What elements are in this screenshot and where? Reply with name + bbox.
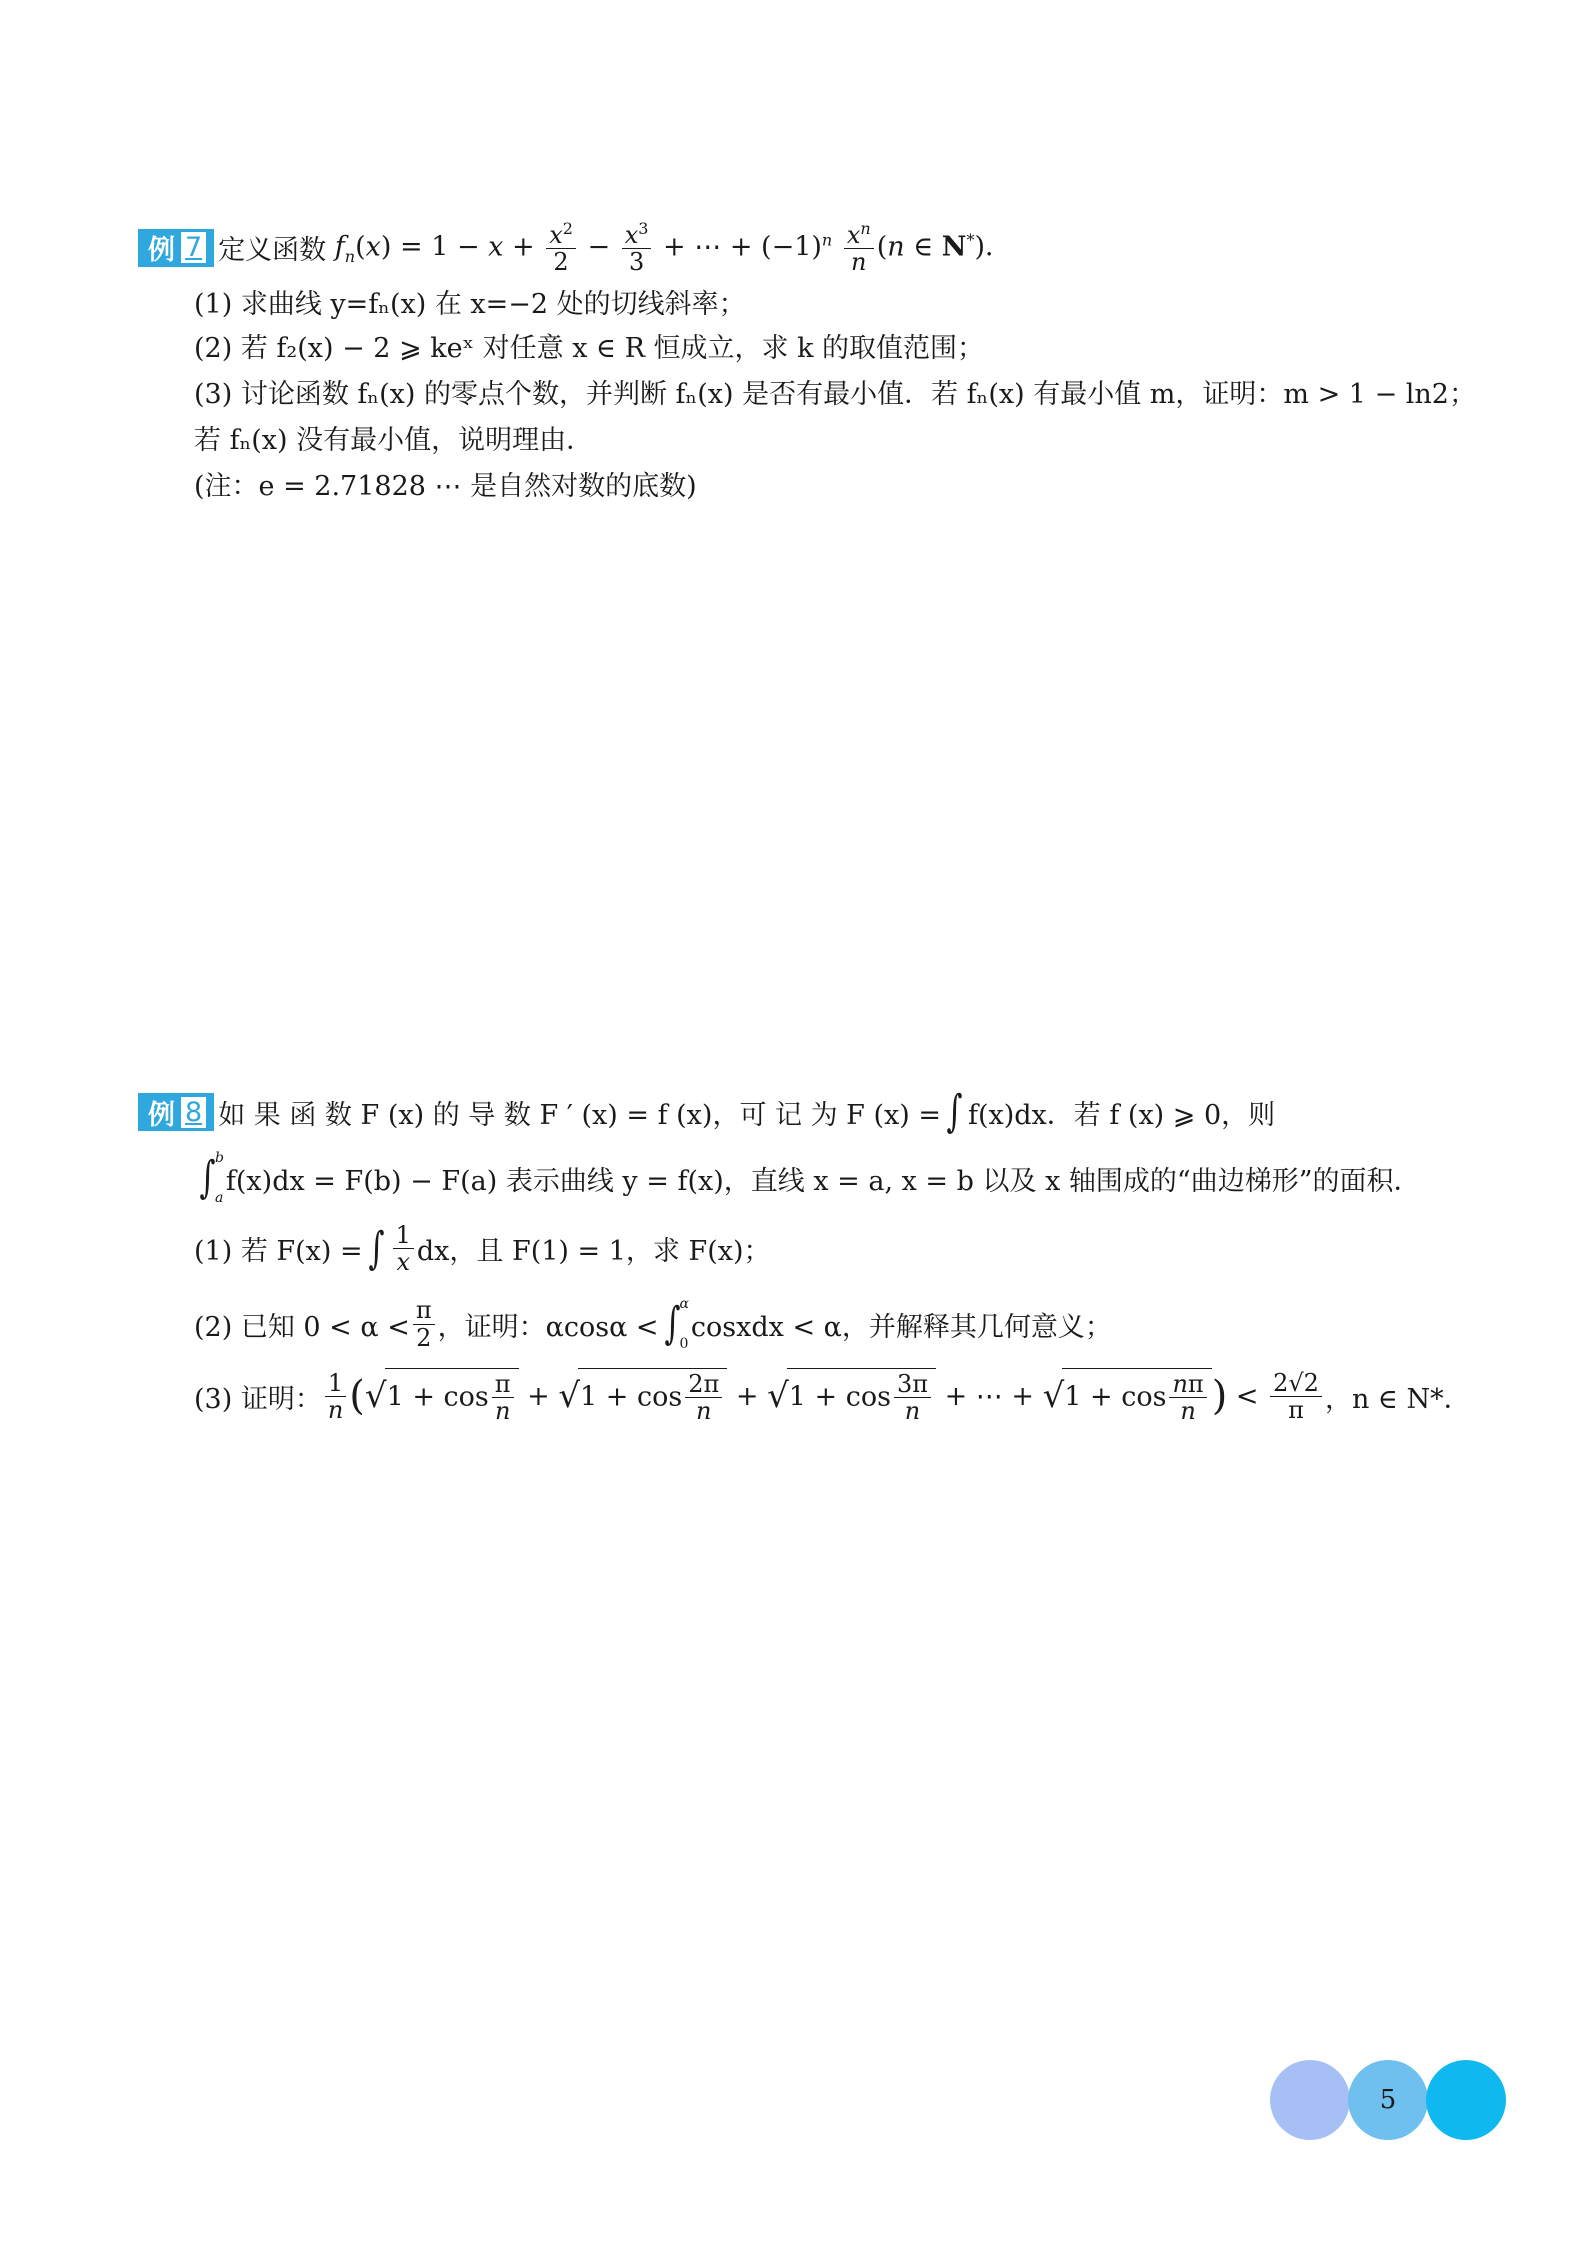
stem-prefix: 定义函数 bbox=[218, 235, 327, 267]
problem-8-q3: (3) 证明： $\frac{1}{n}$ ( √ 1 + cos $\frac{\pi}{n}$ + √ 1 + cos $\frac{2\pi}{n}$ + √ 1 + cos $\frac{3\pi}{n}$ + ⋯ + √ 1 + cos $\frac{n\pi}{n}$ ) < $\frac{2√2}{\pi}$ ，n ∈ N*． bbox=[194, 1368, 1471, 1426]
problem-8-stem-line1: 例 8 如 果 函 数 F (x) 的 导 数 F ′ (x) = f (x)，可 记 为 F (x) = ∫ f(x)dx．若 f (x) ⩾ 0，则 bbox=[138, 1090, 1275, 1134]
inequality-expression: ( √ 1 + cos $\frac{\pi}{n}$ + √ 1 + cos $\frac{2\pi}{n}$ + √ 1 + cos $\frac{3\pi}{n}$ + ⋯ + √ 1 + cos $\frac{n\pi}{n}$ ) < $\frac{2√2}{\pi}$ bbox=[349, 1368, 1325, 1425]
integral-limits: α 0 bbox=[679, 1296, 689, 1352]
problem-8-q2: (2) 已知 0 < α < $\frac{\pi}{2}$ ，证明：αcosα < ∫ α 0 cosxdx < α，并解释其几何意义； bbox=[194, 1296, 1112, 1352]
decor-circle bbox=[1270, 2060, 1350, 2140]
problem-7-note: (注：e = 2.71828 ⋯ 是自然对数的底数) bbox=[194, 471, 697, 502]
function-definition: $f_n(x) = 1 - x$ + $\frac{x^2}{2}$ − $\frac{x^3}{3}$ + ⋯ + $(-1)^n$ $\frac{x^n}{n}$ (n ∈ N*)． bbox=[334, 219, 1013, 277]
integral-symbol: ∫ bbox=[199, 1152, 216, 1203]
problem-8-stem-line2: ∫ b a f(x)dx = F(b) − F(a) 表示曲线 y = f(x)，直线 x = a, x = b 以及 x 轴围成的“曲边梯形”的面积． bbox=[199, 1150, 1421, 1206]
problem-8-badge: 例 8 bbox=[138, 1093, 214, 1131]
page-number-badge bbox=[1270, 2060, 1510, 2140]
integral-symbol: ∫ bbox=[368, 1222, 385, 1274]
decor-circle bbox=[1426, 2060, 1506, 2140]
problem-8-q1: (1) 若 F(x) = ∫ $\frac{1}{x}$ dx，且 F(1) = 1，求 F(x)； bbox=[194, 1221, 771, 1277]
problem-7-q1: (1) 求曲线 y=fₙ(x) 在 x=−2 处的切线斜率； bbox=[194, 289, 746, 320]
fraction: $\frac{1}{x}$ bbox=[393, 1222, 414, 1276]
problem-7-badge: 例 7 bbox=[138, 229, 214, 267]
integral-symbol: ∫ bbox=[663, 1298, 681, 1349]
problem-7-q3-line2: 若 fₙ(x) 没有最小值，说明理由． bbox=[194, 425, 594, 456]
problem-7-stem bbox=[138, 220, 1012, 276]
fraction: $\frac{\pi}{2}$ bbox=[413, 1297, 435, 1351]
integral-symbol: ∫ bbox=[946, 1086, 963, 1137]
problem-7-q3-line1: (3) 讨论函数 fₙ(x) 的零点个数，并判断 fₙ(x) 是否有最小值．若 fₙ(x) 有最小值 m，证明：m > 1 − ln2； bbox=[194, 379, 1476, 410]
integral-limits: b a bbox=[214, 1150, 224, 1206]
page-number: 5 bbox=[1348, 2060, 1428, 2140]
problem-7-q2: (2) 若 f₂(x) − 2 ⩾ keˣ 对任意 x ∈ R 恒成立，求 k 的取值范围； bbox=[194, 333, 985, 364]
